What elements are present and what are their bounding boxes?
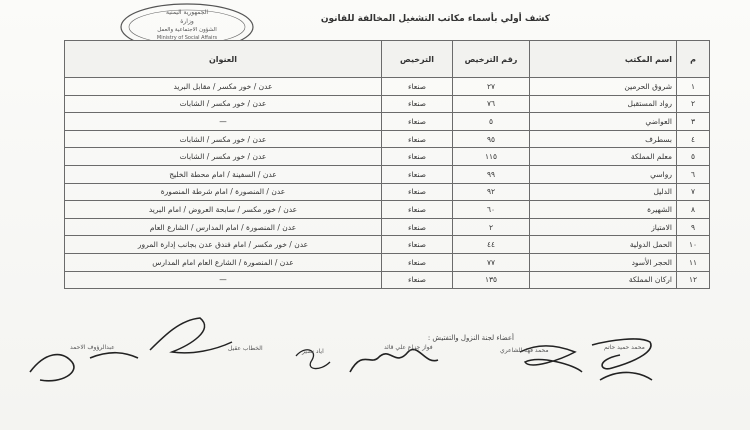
cell-license-no: ٢٧ [453, 78, 530, 96]
signatory-6: عبدالرؤوف الاحمد [70, 344, 115, 351]
table-row [65, 130, 710, 148]
cell-address: — [65, 113, 382, 131]
cell-name: العواضي [530, 113, 677, 131]
cell-license-no: ٤٤ [453, 236, 530, 254]
cell-no: ٣ [677, 113, 710, 131]
committee-label: أعضاء لجنة النزول والتفتيش : [427, 334, 514, 342]
table-row [65, 183, 710, 201]
cell-address: عدن / خور مكسر / مقابل البريد [65, 78, 382, 96]
cell-name: الامتياز [530, 218, 677, 236]
cell-address: عدن / خور مكسر / الشابات [65, 95, 382, 113]
cell-license-type: صنعاء [382, 78, 453, 96]
cell-address: عدن / المنصورة / امام المدارس / الشارع العام [65, 218, 382, 236]
cell-license-no: ٦٠ [453, 201, 530, 219]
cell-license-no: ١١٥ [453, 148, 530, 166]
table-row [65, 78, 710, 96]
signature-5 [150, 318, 232, 353]
cell-license-no: ٧٧ [453, 253, 530, 271]
cell-address: عدن / خور مكسر / الشابات [65, 148, 382, 166]
cell-license-type: صنعاء [382, 253, 453, 271]
cell-license-no: ٩٥ [453, 130, 530, 148]
cell-name: الدليل [530, 183, 677, 201]
cell-name: رواد المستقبل [530, 95, 677, 113]
signatory-2: محمد فهد الشاعري [500, 347, 549, 354]
table-header [65, 41, 710, 78]
cell-license-type: صنعاء [382, 271, 453, 289]
cell-license-no: ٢ [453, 218, 530, 236]
cell-address: عدن / السفينة / امام محطة الخليج [65, 165, 382, 183]
signatory-3: فواز جزاع علي قائد [384, 344, 433, 351]
seal-text-line1: الجمهورية اليمنية [165, 9, 209, 16]
signature-6 [30, 353, 138, 381]
cell-license-type: صنعاء [382, 183, 453, 201]
seal-text-line3: الشؤون الاجتماعية والعمل [157, 27, 217, 33]
signature-3 [350, 349, 438, 372]
header-license-type: الترخيص [382, 41, 453, 78]
cell-license-no: ٩٢ [453, 183, 530, 201]
cell-no: ١ [677, 78, 710, 96]
table-row [65, 271, 710, 289]
cell-name: اركان المملكة [530, 271, 677, 289]
cell-no: ١١ [677, 253, 710, 271]
seal-text-line2: وزارة [180, 18, 194, 25]
cell-license-type: صنعاء [382, 148, 453, 166]
table-row [65, 95, 710, 113]
header-no: م [677, 41, 710, 78]
signatures-area [0, 300, 750, 430]
cell-name: الحجر الأسود [530, 253, 677, 271]
cell-license-type: صنعاء [382, 95, 453, 113]
signatory-5: الخطاب عقيل [228, 345, 263, 352]
signatory-1: محمد حميد حاتم [604, 344, 645, 351]
cell-address: عدن / خور مكسر / سابحة العروض / امام البريد [65, 201, 382, 219]
cell-name: شروق الحرمين [530, 78, 677, 96]
cell-license-type: صنعاء [382, 113, 453, 131]
cell-address: — [65, 271, 382, 289]
header-name: اسم المكتب [530, 41, 677, 78]
table-row [65, 148, 710, 166]
cell-no: ٢ [677, 95, 710, 113]
cell-name: معلم المملكة [530, 148, 677, 166]
cell-no: ١٠ [677, 236, 710, 254]
document-title: كشف أولي بأسماء مكاتب التشغيل المخالفة للقانون [320, 14, 550, 24]
cell-license-type: صنعاء [382, 201, 453, 219]
table-body [65, 78, 710, 289]
table-row [65, 236, 710, 254]
cell-address: عدن / المنصورة / الشارع العام امام المدارس [65, 253, 382, 271]
table-row [65, 253, 710, 271]
cell-no: ٨ [677, 201, 710, 219]
offices-table [64, 40, 710, 289]
cell-license-no: ٧٦ [453, 95, 530, 113]
cell-name: الشهيرة [530, 201, 677, 219]
cell-no: ٦ [677, 165, 710, 183]
table-row [65, 113, 710, 131]
cell-license-no: ٥ [453, 113, 530, 131]
cell-license-type: صنعاء [382, 165, 453, 183]
cell-address: عدن / خور مكسر / الشابات [65, 130, 382, 148]
table-row [65, 165, 710, 183]
cell-address: عدن / خور مكسر / امام فندق عدن بجانب إدارة المرور [65, 236, 382, 254]
table-row [65, 201, 710, 219]
header-address: العنوان [65, 41, 382, 78]
header-license-no: رقم الترخيص [453, 41, 530, 78]
cell-license-no: ١٣٥ [453, 271, 530, 289]
cell-name: بسطرف [530, 130, 677, 148]
cell-license-no: ٩٩ [453, 165, 530, 183]
cell-no: ١٢ [677, 271, 710, 289]
cell-license-type: صنعاء [382, 218, 453, 236]
cell-no: ٥ [677, 148, 710, 166]
cell-name: رواسي [530, 165, 677, 183]
cell-name: الحمل الدولية [530, 236, 677, 254]
cell-license-type: صنعاء [382, 130, 453, 148]
cell-address: عدن / المنصورة / امام شرطة المنصورة [65, 183, 382, 201]
seal-text-line4: Ministry of Social Affairs [156, 35, 218, 41]
cell-no: ٤ [677, 130, 710, 148]
cell-no: ٧ [677, 183, 710, 201]
cell-no: ٩ [677, 218, 710, 236]
signatory-4: اياد نصير [302, 348, 324, 355]
cell-license-type: صنعاء [382, 236, 453, 254]
table-row [65, 218, 710, 236]
